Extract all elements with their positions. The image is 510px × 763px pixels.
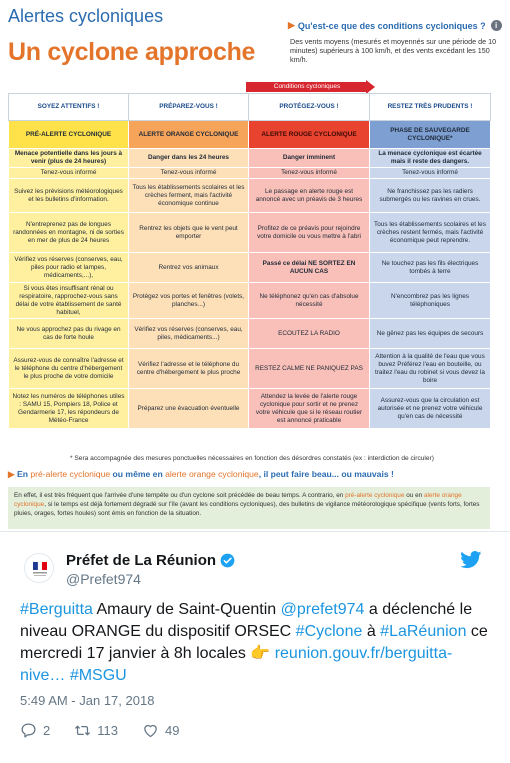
avatar[interactable] [24, 553, 54, 583]
question-title: Qu'est-ce que des conditions cycloniques ? [297, 20, 486, 31]
level-alerte-orange: ALERTE ORANGE CYCLONIQUE [129, 121, 249, 149]
retweet-count: 113 [97, 723, 118, 738]
advice-cell: ECOUTEZ LA RADIO [249, 319, 370, 349]
reply-button[interactable] [20, 722, 50, 739]
like-button[interactable] [142, 722, 179, 739]
advice-cell: Si vous êtes insuffisant rénal ou respiratoire, rapprochez-vous sans délai de votre établissement de santé habituel, [9, 283, 129, 319]
advice-cell: Le passage en alerte rouge est annoncé avec un préavis de 3 heures [249, 179, 370, 213]
advice-cell: Rentrez les objets que le vent peut emporter [129, 213, 249, 253]
advice-cell: Préparez une évacuation éventuelle [129, 389, 249, 429]
danger-cell: La menace cyclonique est écartée mais il reste des dangers. [370, 149, 491, 168]
tweet-link[interactable]: #Berguitta [20, 601, 93, 618]
arrow-right-icon: ▶ [288, 20, 295, 30]
tweet-link[interactable]: #LaRéunion [380, 623, 467, 640]
tweet-text [20, 599, 495, 687]
advice-cell: Ne franchissez pas les radiers submergés ou les ravines en crues. [370, 179, 491, 213]
retweet-button[interactable] [74, 722, 118, 739]
advice-cell: Vérifiez vos réserves (conserves, eau, piles pour radio et lampes, médicaments,...), [9, 253, 129, 283]
header-col-4: RESTEZ TRÈS PRUDENTS ! [370, 94, 491, 121]
advice-cell: Attendez la levée de l'alerte rouge cyclonique pour sortir et ne prenez votre véhicule que si le réseau routier est annoncé praticable [249, 389, 370, 429]
poster-title-line1: Alertes cycloniques [8, 6, 164, 26]
advice-cell: Ne vous approchez pas du rivage en cas de forte houle [9, 319, 129, 349]
tweet-link[interactable]: reunion.gouv.fr/berguitta-nive… [20, 645, 453, 684]
danger-cell: Danger imminent [249, 149, 370, 168]
conditions-arrow-icon [366, 80, 375, 94]
header-col-1: SOYEZ ATTENTIFS ! [9, 94, 129, 121]
tweet-text-segment: ce mercredi 17 janvier à 8h locales 👉 [20, 623, 488, 662]
reply-count: 2 [43, 723, 51, 738]
advice-cell: N'encombrez pas les lignes téléphoniques [370, 283, 491, 319]
advice-cell: Ne téléphonez qu'en cas d'absolue nécessité [249, 283, 370, 319]
reply-icon [20, 722, 37, 739]
info-cell: Tenez-vous informé [249, 168, 370, 179]
tweet-link[interactable]: #MSGU [69, 667, 127, 684]
header-col-2: PRÉPAREZ-VOUS ! [129, 94, 249, 121]
advice-cell: RESTEZ CALME NE PANIQUEZ PAS [249, 349, 370, 389]
advice-cell: Assurez-vous que la circulation est autorisée et ne prenez votre véhicule qu'en cas de nécessité [370, 389, 491, 429]
advice-cell: Vérifiez vos réserves (conserves, eau, piles, médicaments...) [129, 319, 249, 349]
user-handle[interactable]: @Prefet974 [66, 571, 141, 587]
tweet-link[interactable]: @prefet974 [280, 601, 365, 618]
advice-cell: Ne gênez pas les équipes de secours [370, 319, 491, 349]
poster-title-line2: Un cyclone approche [8, 38, 256, 66]
advice-cell: Profitez de ce préavis pour rejoindre votre domicile ou vous mettre à l'abri [249, 213, 370, 253]
info-icon: i [491, 20, 502, 31]
info-cell: Tenez-vous informé [129, 168, 249, 179]
advice-cell-emphasis: Passé ce délai NE SORTEZ EN AUCUN CAS [249, 253, 370, 283]
twitter-bird-icon[interactable] [460, 551, 482, 569]
arrow-right-icon: ▶ [8, 469, 17, 479]
tweet-link[interactable]: #Cyclone [295, 623, 363, 640]
tweet-text-segment: a déclenché le niveau ORANGE du dispositif ORSEC [20, 601, 473, 640]
level-phase-sauvegarde: PHASE DE SAUVEGARDE CYCLONIQUE* [370, 121, 491, 149]
info-cell: Tenez-vous informé [9, 168, 129, 179]
advice-cell: Tous les établissements scolaires et les crèches restent fermés, mais l'activité économique peut reprendre. [370, 213, 491, 253]
heart-icon [142, 722, 159, 739]
tweet-card [0, 533, 510, 763]
conditions-question-box [288, 20, 504, 64]
advice-cell: Attention à la qualité de l'eau que vous buvez Préférez l'eau en bouteille, ou traitez l'eau du robinet si vous devez la boire [370, 349, 491, 389]
advice-cell: Tous les établissements scolaires et les crèches ferment, mais l'activité économique continue [129, 179, 249, 213]
display-name[interactable]: Préfet de La Réunion [66, 552, 235, 569]
verified-badge-icon [220, 553, 235, 568]
explanation-box: En effet, il est très fréquent que l'arrivée d'une tempête ou d'un cyclone soit précédée de beau temps. A contrario, en pré-alerte cyclonique ou en alerte orange cyclonique, si le temps est déjà fortement dégradé sur l'île (avant les conditions cycloniques), des bulletins de vigilance météorologique spécifique (vents forts, fortes pluies, orages, fortes houles) sont émis en fonction de la situation. [8, 487, 490, 529]
advice-cell: Ne touchez pas les fils électriques tombés à terre [370, 253, 491, 283]
tweet-text-segment: Amaury de Saint-Quentin [92, 601, 281, 618]
like-count: 49 [164, 723, 180, 738]
alert-levels-table [8, 93, 491, 429]
advice-cell: Protégez vos portes et fenêtres (volets, planches...) [129, 283, 249, 319]
level-alerte-rouge: ALERTE ROUGE CYCLONIQUE [249, 121, 370, 149]
tweet-text-segment: à [362, 623, 381, 640]
advice-cell: Notez les numéros de téléphones utiles : SAMU 15, Pompiers 18, Police et Gendarmerie 17, les répondeurs de Météo-France [9, 389, 129, 429]
question-text: Des vents moyens (mesurés et moyennés sur une période de 10 minutes) supérieurs à 100 km/h, et des vents excédant les 150 km/h. [290, 37, 497, 64]
retweet-icon [74, 722, 91, 739]
info-cell: Tenez-vous informé [370, 168, 491, 179]
footnote: * Sera accompagnée des mesures ponctuelles nécessaires en fonction des désordres constatés (ex : interdiction de circuler) [70, 455, 434, 462]
advice-cell: Suivez les prévisions météorologiques et les bulletins d'information. [9, 179, 129, 213]
danger-cell: Menace potentielle dans les jours à venir (plus de 24 heures) [9, 149, 129, 168]
header-col-3: PROTÉGEZ-VOUS ! [249, 94, 370, 121]
danger-cell: Danger dans les 24 heures [129, 149, 249, 168]
tweet-timestamp[interactable]: 5:49 AM - Jan 17, 2018 [20, 693, 155, 708]
advice-cell: Rentrez vos animaux [129, 253, 249, 283]
tweet-actions [20, 722, 179, 739]
advice-cell: N'entreprenez pas de longues randonnées en montagne, ni de sorties en mer de plus de 24 heures [9, 213, 129, 253]
advice-cell: Assurez-vous de connaître l'adresse et le téléphone du centre d'hébergement le plus proche de votre domicile [9, 349, 129, 389]
advice-cell: Vérifiez l'adresse et le téléphone du centre d'hébergement le plus proche [129, 349, 249, 389]
weather-note: ▶ En pré-alerte cyclonique ou même en alerte orange cyclonique, il peut faire beau... ou mauvais ! [8, 469, 394, 479]
level-pre-alerte: PRÉ-ALERTE CYCLONIQUE [9, 121, 129, 149]
conditions-label: Conditions cycloniques [246, 82, 368, 92]
